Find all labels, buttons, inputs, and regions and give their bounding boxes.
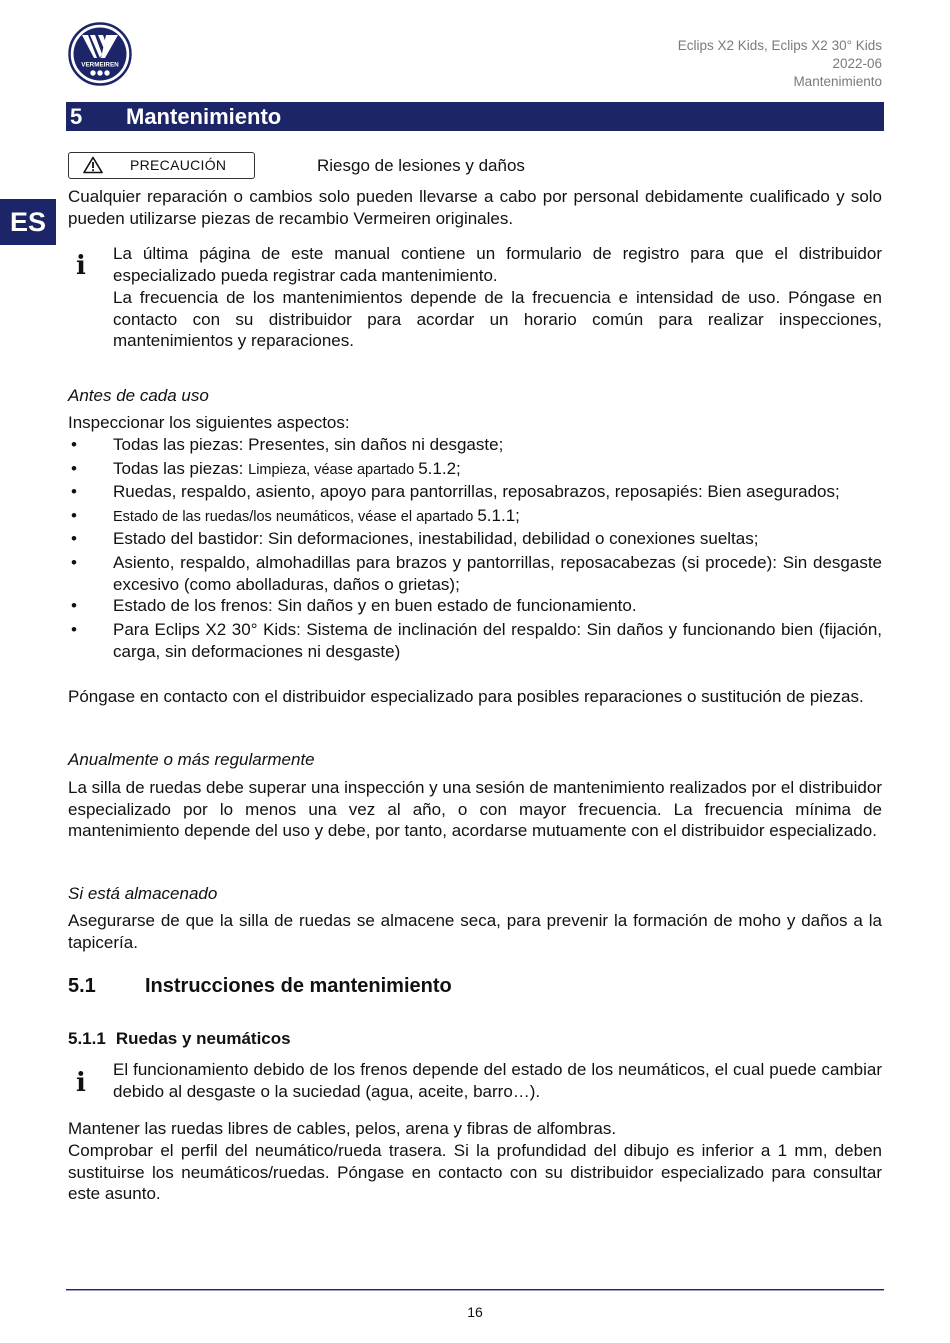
- page-number: 16: [467, 1304, 483, 1320]
- stored-heading: Si está almacenado: [68, 884, 218, 903]
- caution-badge: [68, 152, 255, 179]
- before-use-heading: Antes de cada uso: [68, 386, 209, 405]
- list-item: • Estado de los frenos: Sin daños y en buen estado de funcionamiento.: [71, 596, 637, 616]
- wheels-text-1: Mantener las ruedas libres de cables, pelos, arena y fibras de alfombras.: [68, 1119, 617, 1138]
- before-use-list: [68, 434, 882, 662]
- caution-label: PRECAUCIÓN: [130, 157, 227, 173]
- footer-divider: [66, 1289, 884, 1291]
- list-item: • Ruedas, respaldo, asiento, apoyo para pantorrillas, reposabrazos, reposapiés: Bien asegurados;: [71, 482, 840, 502]
- subsection-number: 5.1.1: [68, 1029, 106, 1048]
- stored-text: Asegurarse de que la silla de ruedas se almacene seca, para prevenir la formación de moho y daños a la tapicería.: [68, 911, 882, 952]
- subsection-title: Instrucciones de mantenimiento: [145, 975, 452, 997]
- annually-text: La silla de ruedas debe superar una inspección y una sesión de mantenimiento realizados por el distribuidor especializado por lo menos una vez al año, o con mayor frecuencia. La frecuencia mínima de mantenimiento depende del uso y debe, por tanto, acordarse mutuamente con el distribuidor especializado.: [68, 778, 882, 841]
- list-item: • Todas las piezas: Presentes, sin daños ni desgaste;: [71, 435, 504, 454]
- list-item: • Estado del bastidor: Sin deformaciones, inestabilidad, debilidad o conexiones sueltas;: [71, 529, 759, 549]
- header-section: Mantenimiento: [793, 74, 882, 89]
- section-title: Mantenimiento: [126, 104, 282, 129]
- info1-line2: La frecuencia de los mantenimientos depende de la frecuencia e intensidad de uso. Póngase en contacto con su distribuidor para acordar un horario común para realizar inspecciones, mantenimientos y reparaciones.: [113, 288, 882, 351]
- header-product: Eclips X2 Kids, Eclips X2 30° Kids: [677, 38, 882, 53]
- vermeiren-logo: [68, 22, 132, 86]
- before-use-intro: Inspeccionar los siguientes aspectos:: [68, 413, 350, 432]
- subsection-5-1-1: [68, 1028, 291, 1049]
- language-tab: ES: [0, 199, 56, 245]
- section-number: 5: [70, 104, 83, 129]
- caution-text: Cualquier reparación o cambios solo pueden llevarse a cabo por personal debidamente cualificado y solo pueden utilizarse piezas de recambio Vermeiren originales.: [68, 187, 882, 228]
- section-title-bar: [66, 102, 884, 131]
- subsection-5-1: [68, 974, 452, 998]
- warning-icon: [83, 156, 103, 174]
- list-item: • Asiento, respaldo, almohadillas para brazos y pantorrillas, reposacabezas (si procede): Sin desgaste excesivo (como abolladuras, daños o grietas);: [71, 552, 882, 594]
- subsection-title: Ruedas y neumáticos: [115, 1029, 291, 1048]
- list-item: • Para Eclips X2 30° Kids: Sistema de inclinación del respaldo: Sin daños y funcionando bien (fijación, carga, sin deformaciones ni desgaste): [71, 619, 882, 661]
- before-use-outro: Póngase en contacto con el distribuidor especializado para posibles reparaciones o sustitución de piezas.: [68, 687, 864, 706]
- wheels-text-2: Comprobar el perfil del neumático/rueda trasera. Si la profundidad del dibujo es inferior a 1 mm, deben sustituirse los neumáticos/ruedas. Póngase en contacto con su distribuidor especializado para consultar este asunto.: [68, 1141, 882, 1204]
- info2-text: El funcionamiento debido de los frenos depende del estado de los neumáticos, el cual puede cambiar debido al desgaste o la suciedad (agua, aceite, barro…).: [113, 1060, 882, 1101]
- caution-risk: Riesgo de lesiones y daños: [317, 156, 525, 175]
- logo-text: VERMEIREN: [81, 61, 119, 69]
- list-item: • Estado de las ruedas/los neumáticos, véase el apartado 5.1.1;: [71, 505, 520, 525]
- info-icon: i: [76, 1068, 86, 1098]
- info-icon: i: [76, 251, 86, 281]
- subsection-number: 5.1: [68, 975, 96, 997]
- annually-heading: Anualmente o más regularmente: [68, 750, 315, 769]
- header-date: 2022-06: [832, 56, 882, 71]
- info1-line1: La última página de este manual contiene un formulario de registro para que el distribuidor especializado pueda registrar cada mantenimiento.: [113, 244, 882, 285]
- list-item: • Todas las piezas: Limpieza, véase apartado 5.1.2;: [71, 458, 461, 478]
